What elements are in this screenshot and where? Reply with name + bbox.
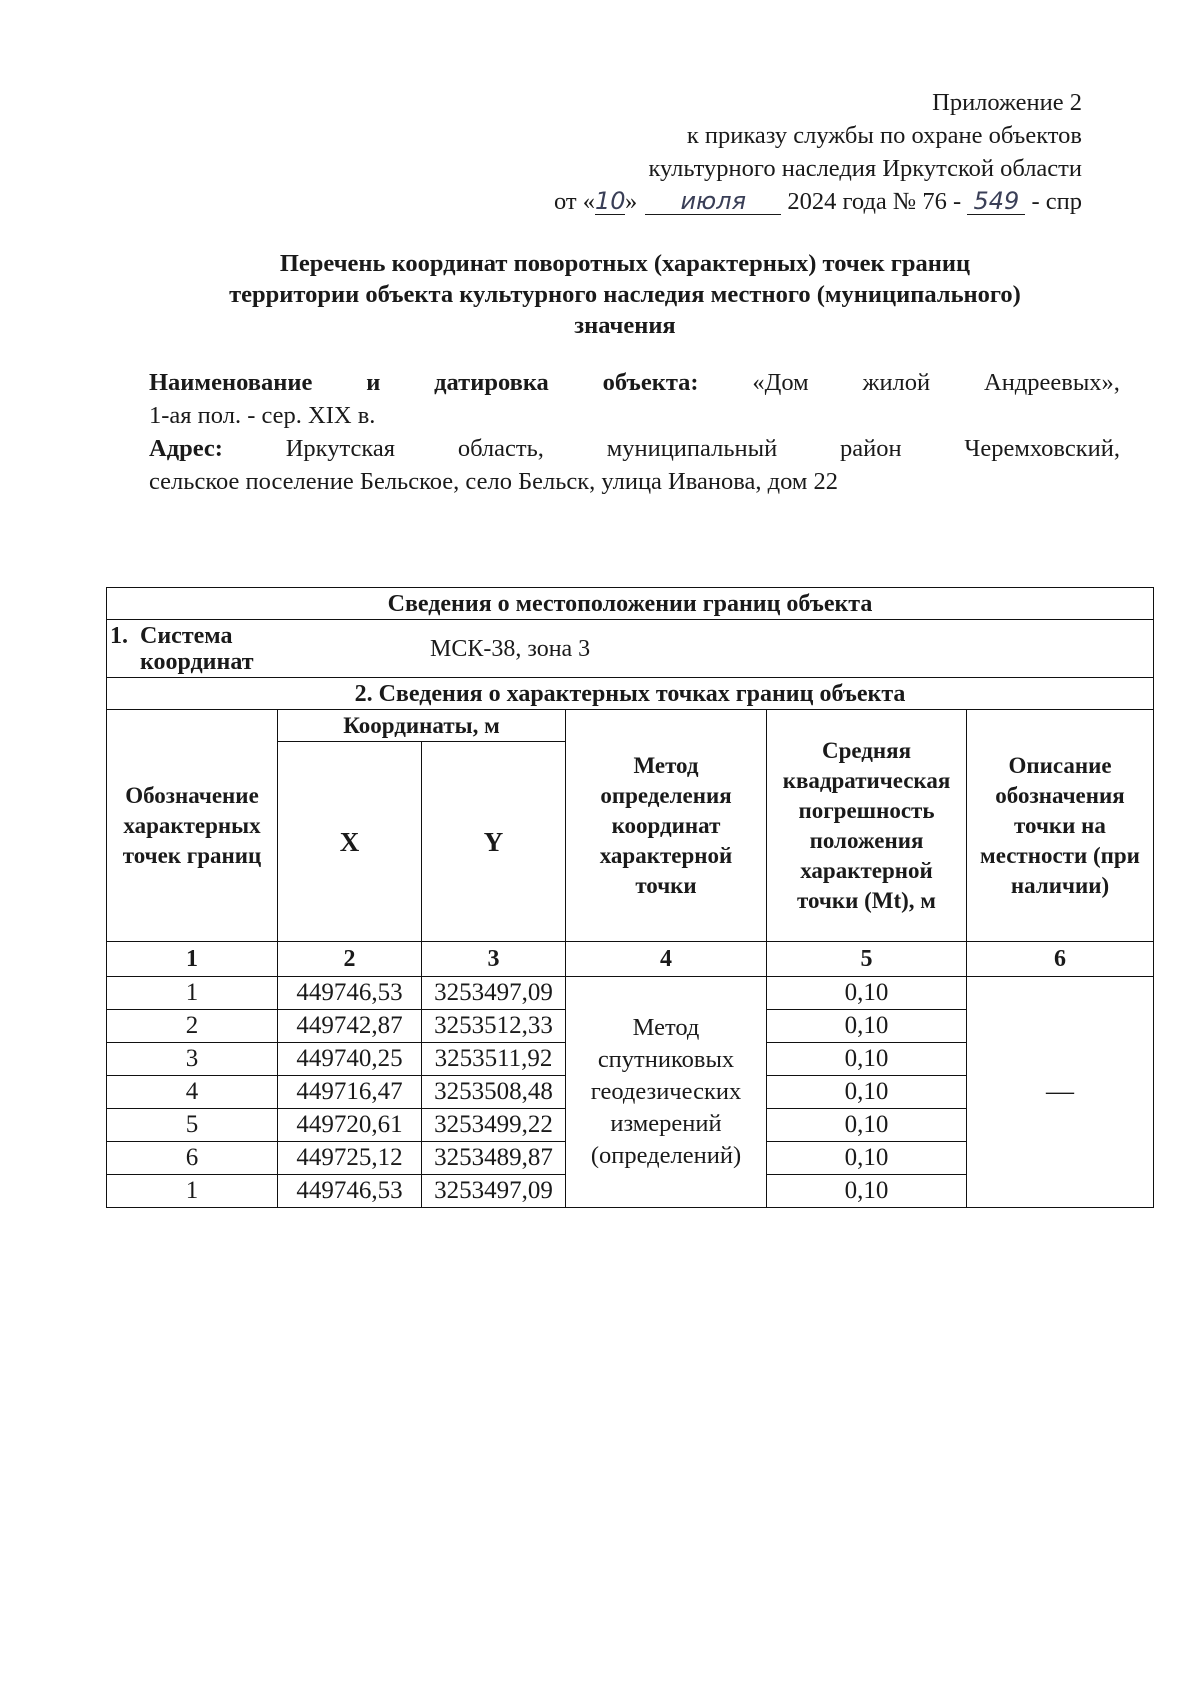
y-cell: 3253511,92: [422, 1043, 566, 1076]
coordinates-table: [106, 587, 1154, 1208]
header-coordinates: Координаты, м: [278, 710, 566, 742]
y-cell: 3253499,22: [422, 1109, 566, 1142]
point-cell: 1: [107, 1175, 278, 1208]
name-value-word: «Дом: [752, 369, 809, 396]
mt-cell: 0,10: [767, 977, 967, 1010]
header-method: Метод определения координат характерной точки: [566, 710, 767, 942]
mt-cell: 0,10: [767, 1043, 967, 1076]
x-cell: 449746,53: [278, 1175, 422, 1208]
x-cell: 449742,87: [278, 1010, 422, 1043]
appendix-order-ref: к приказу службы по охране объектов: [686, 122, 1082, 149]
title-line-2: территории объекта культурного наследия местного (муниципального): [229, 281, 1021, 308]
y-cell: 3253508,48: [422, 1076, 566, 1109]
object-dating: 1-ая пол. - сер. XIX в.: [149, 402, 376, 429]
point-cell: 3: [107, 1043, 278, 1076]
address-line: [149, 432, 1120, 465]
header-x: X: [278, 742, 422, 942]
column-number: 4: [566, 942, 767, 977]
table-caption-row: [107, 588, 1154, 620]
x-cell: 449746,53: [278, 977, 422, 1010]
coordinate-system-value: МСК-38, зона 3: [430, 635, 591, 662]
y-cell: 3253512,33: [422, 1010, 566, 1043]
order-year-text: 2024 года № 76 -: [787, 188, 962, 215]
address-word: муниципальный: [606, 435, 778, 462]
handwritten-month: июля: [645, 188, 781, 215]
object-info: [149, 366, 1120, 498]
address-word: область,: [457, 435, 544, 462]
name-value-word: Андреевых»,: [984, 369, 1120, 396]
header-description: Описание обозначения точки на местности (при наличии): [967, 710, 1154, 942]
mt-cell: 0,10: [767, 1010, 967, 1043]
column-number: 2: [278, 942, 422, 977]
appendix-title: Приложение 2: [932, 89, 1082, 116]
name-label-word: объекта:: [602, 369, 699, 396]
header-error: Средняя квадратическая погрешность положения характерной точки (Mt), м: [767, 710, 967, 942]
x-cell: 449720,61: [278, 1109, 422, 1142]
method-cell: Метод спутниковых геодезических измерений (определений): [566, 977, 767, 1208]
appendix-date-line: [554, 185, 1082, 218]
object-name-line: [149, 366, 1120, 399]
section2-title: 2. Сведения о характерных точках границ объекта: [107, 678, 1154, 710]
address-line-2: сельское поселение Бельское, село Бельск, улица Иванова, дом 22: [149, 468, 838, 495]
header-y: Y: [422, 742, 566, 942]
appendix-block: [554, 86, 1082, 218]
document-title: [150, 248, 1100, 341]
header-point: Обозначение характерных точек границ: [107, 710, 278, 942]
y-cell: 3253497,09: [422, 1175, 566, 1208]
point-cell: 1: [107, 977, 278, 1010]
point-cell: 4: [107, 1076, 278, 1109]
column-number: 3: [422, 942, 566, 977]
mt-cell: 0,10: [767, 1076, 967, 1109]
date-prefix: от «: [553, 188, 595, 215]
name-label-word: Наименование: [149, 369, 313, 396]
handwritten-order-number: 549: [967, 188, 1025, 215]
point-cell: 5: [107, 1109, 278, 1142]
point-cell: 2: [107, 1010, 278, 1043]
name-label-word: датировка: [434, 369, 549, 396]
order-suffix: - спр: [1031, 188, 1082, 215]
title-line-3: значения: [574, 312, 676, 339]
column-number: 1: [107, 942, 278, 977]
point-cell: 6: [107, 1142, 278, 1175]
coordinate-system-row: [107, 620, 1154, 678]
table-caption: Сведения о местоположении границ объекта: [107, 588, 1154, 620]
table-row: [107, 977, 1154, 1010]
section2-row: [107, 678, 1154, 710]
y-cell: 3253489,87: [422, 1142, 566, 1175]
name-label-word: и: [366, 369, 381, 396]
x-cell: 449740,25: [278, 1043, 422, 1076]
description-cell: —: [967, 977, 1154, 1208]
mt-cell: 0,10: [767, 1142, 967, 1175]
column-number: 5: [767, 942, 967, 977]
title-line-1: Перечень координат поворотных (характерных) точек границ: [279, 250, 971, 277]
mt-cell: 0,10: [767, 1175, 967, 1208]
name-value-word: жилой: [862, 369, 931, 396]
system-number: 1.: [110, 622, 128, 649]
appendix-authority: культурного наследия Иркутской области: [648, 155, 1082, 182]
coordinate-system-cell: [107, 620, 1154, 678]
coordinate-system-label: [110, 623, 280, 675]
address-word: район: [840, 435, 902, 462]
column-number: 6: [967, 942, 1154, 977]
address-word: Иркутская: [285, 435, 396, 462]
x-cell: 449725,12: [278, 1142, 422, 1175]
x-cell: 449716,47: [278, 1076, 422, 1109]
address-label: Адрес:: [149, 435, 223, 462]
date-day-close: »: [624, 188, 638, 215]
handwritten-day: 10: [594, 187, 626, 215]
y-cell: 3253497,09: [422, 977, 566, 1010]
mt-cell: 0,10: [767, 1109, 967, 1142]
address-word: Черемховский,: [964, 435, 1120, 462]
header-row-1: [107, 710, 1154, 742]
system-label-text: Система координат: [140, 622, 254, 675]
column-number-row: [107, 942, 1154, 977]
